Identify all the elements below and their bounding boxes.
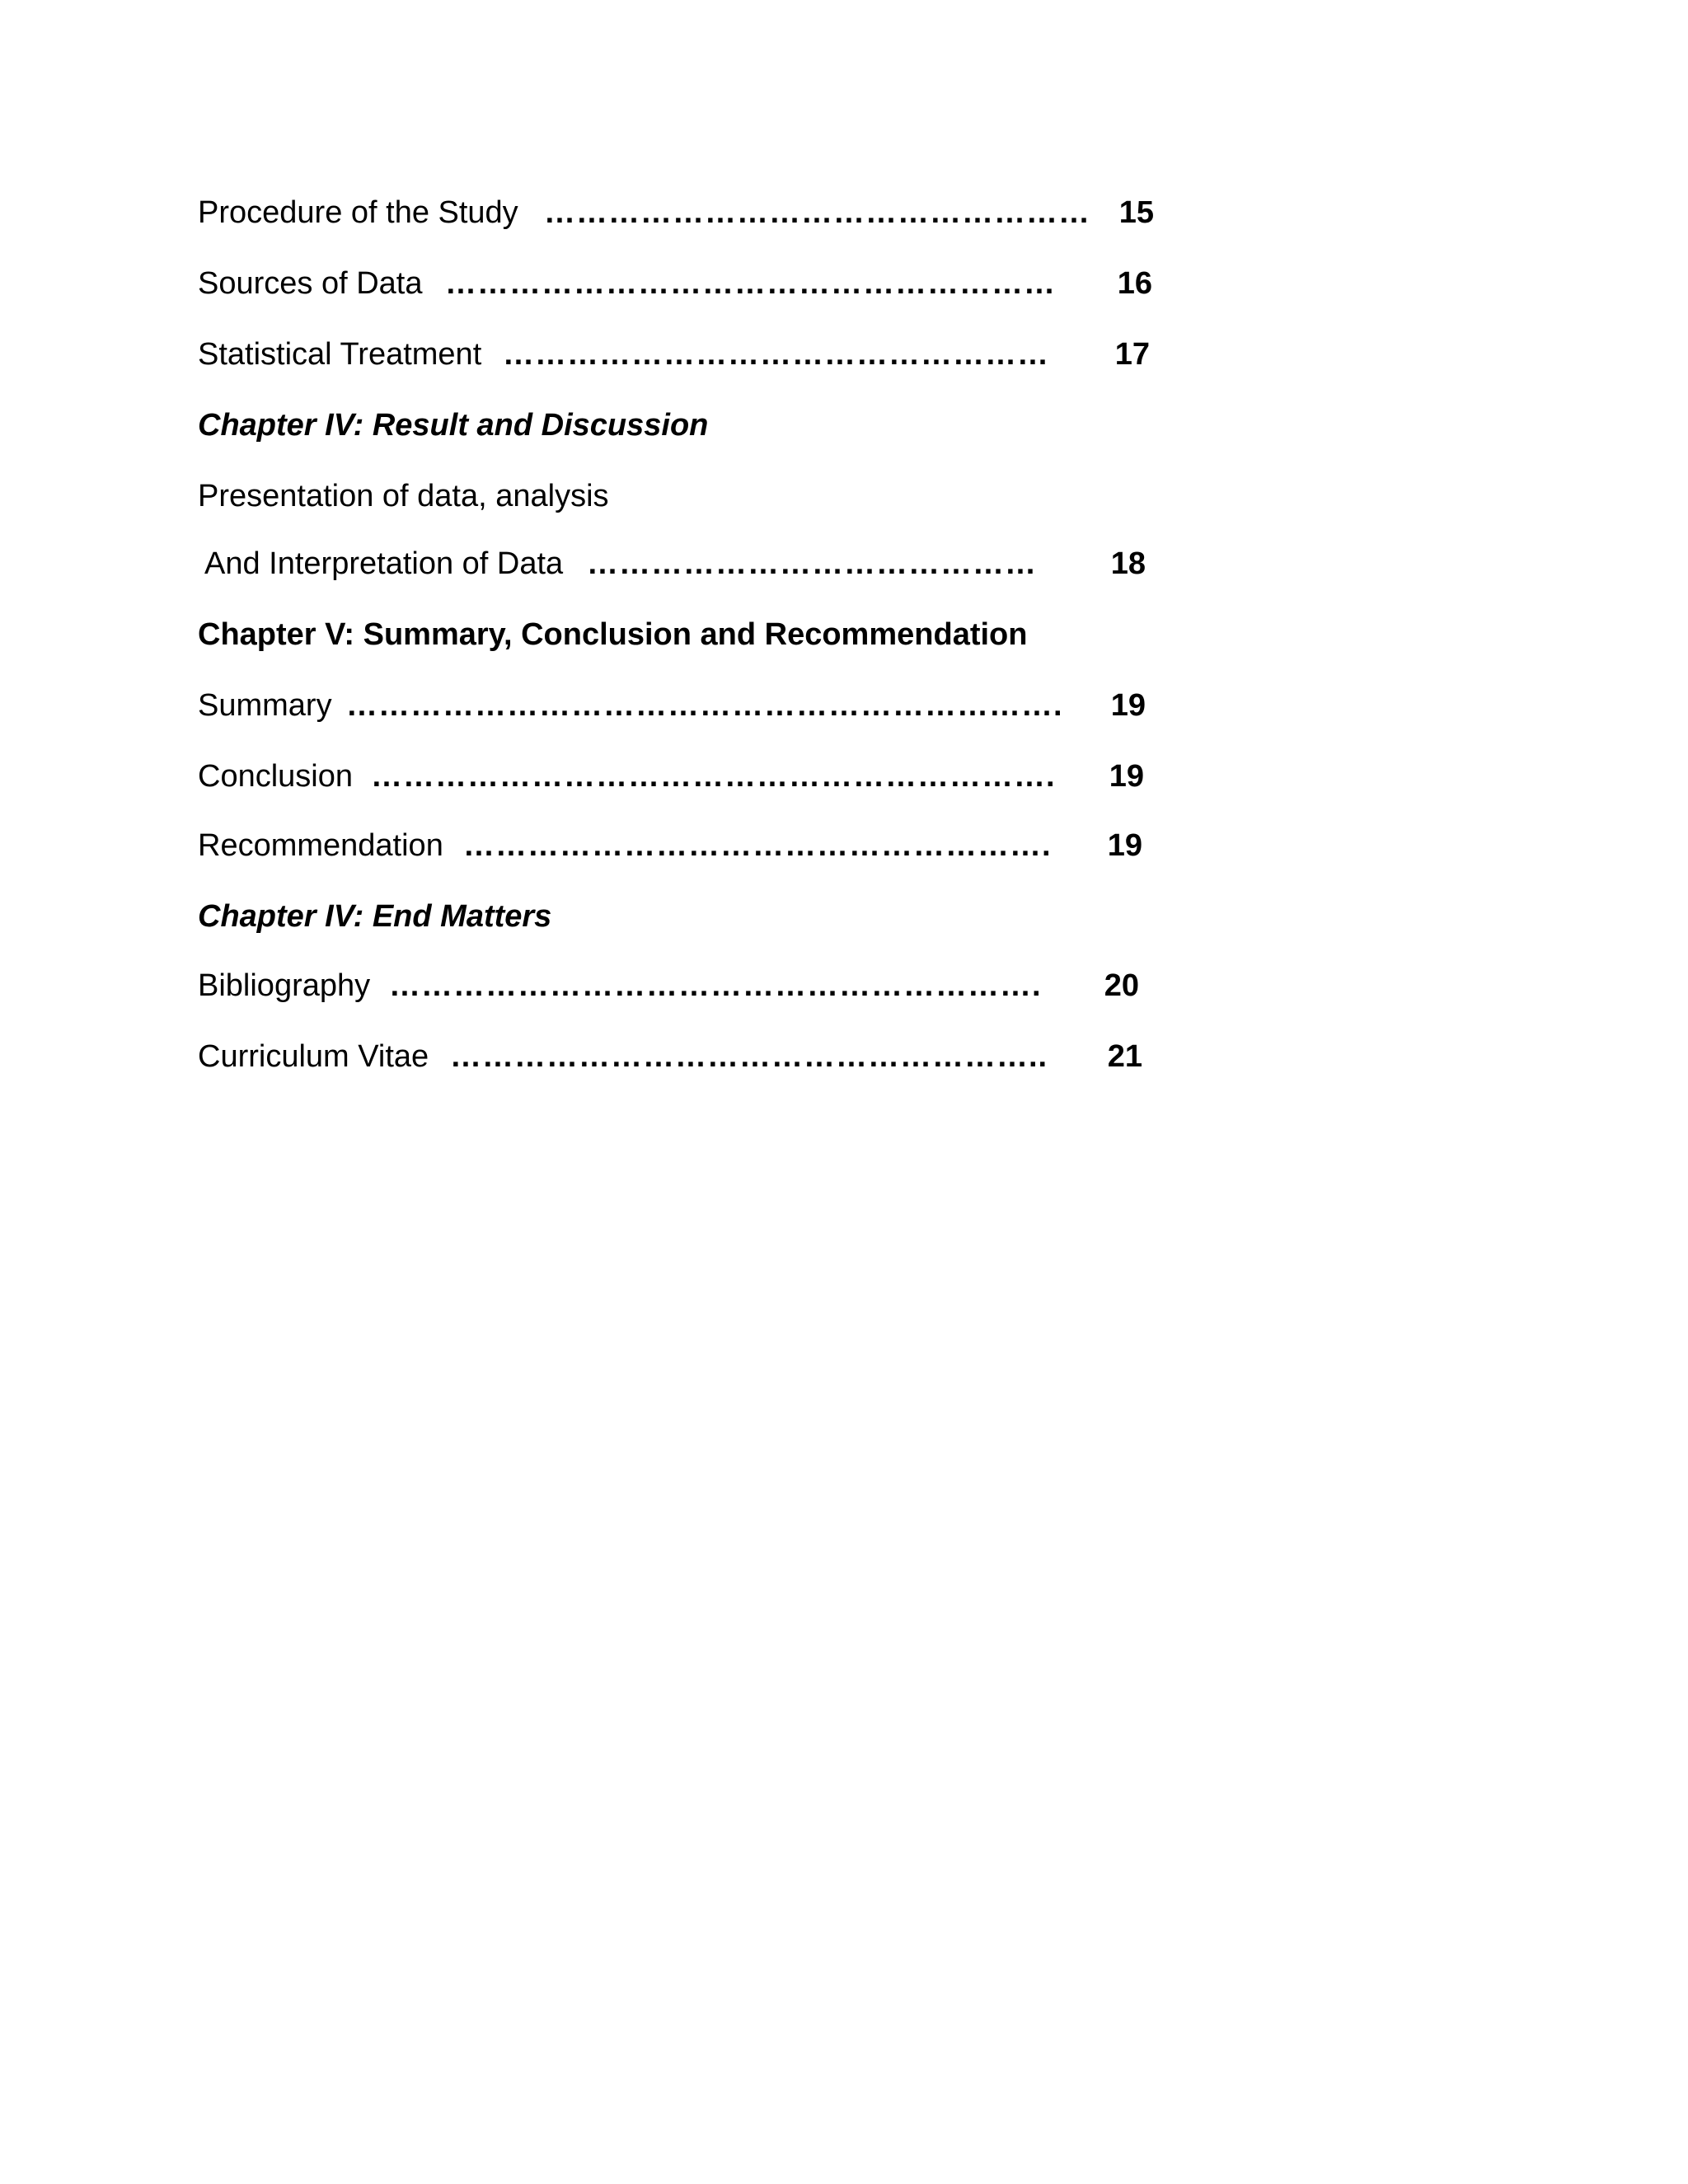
toc-entry-label: Procedure of the Study	[198, 195, 518, 230]
toc-leader-dots: …………………………………………………….	[389, 968, 1042, 1003]
toc-page-number: 17	[1114, 337, 1150, 372]
toc-page-number: 16	[1117, 266, 1152, 301]
toc-entry-label: And Interpretation of Data	[204, 546, 564, 581]
toc-entry-label: Statistical Treatment	[198, 337, 482, 372]
toc-page-number: 20	[1104, 968, 1139, 1003]
toc-entry-label: Bibliography	[198, 968, 371, 1003]
toc-leader-dots: ……………………………………………	[503, 337, 1049, 372]
toc-entry-label: Sources of Data	[198, 266, 423, 301]
toc-entry-label: Curriculum Vitae	[198, 1039, 429, 1074]
toc-page-number: 19	[1109, 759, 1144, 794]
toc-leader-dots: ………………………………………………..	[450, 1039, 1048, 1074]
toc-page-number: 21	[1107, 1039, 1142, 1074]
toc-entry-label: Recommendation	[198, 828, 443, 863]
toc-leader-dots: ……………………………………………………….	[371, 759, 1056, 794]
toc-leader-dots: …………………………………………………	[445, 266, 1056, 301]
toc-chapter-heading: Chapter IV: End Matters	[198, 899, 552, 934]
toc-chapter-heading: Chapter V: Summary, Conclusion and Recommendation	[198, 617, 1028, 652]
toc-page-number: 15	[1118, 195, 1154, 230]
toc-page-number: 19	[1110, 688, 1146, 723]
toc-page-number: 19	[1107, 828, 1142, 863]
toc-leader-dots: ………………………………………………………….	[346, 688, 1063, 723]
toc-leader-dots: ……………………………………………….	[463, 828, 1052, 863]
toc-leader-dots: ……………………………………………	[544, 195, 1090, 230]
toc-page-number: 18	[1110, 546, 1146, 581]
toc-entry-label: Summary	[198, 688, 332, 723]
toc-entry-label: Conclusion	[198, 759, 353, 794]
toc-entry-label: Presentation of data, analysis	[198, 479, 609, 513]
toc-chapter-heading: Chapter IV: Result and Discussion	[198, 408, 709, 443]
toc-leader-dots: ……………………………………	[587, 546, 1037, 581]
